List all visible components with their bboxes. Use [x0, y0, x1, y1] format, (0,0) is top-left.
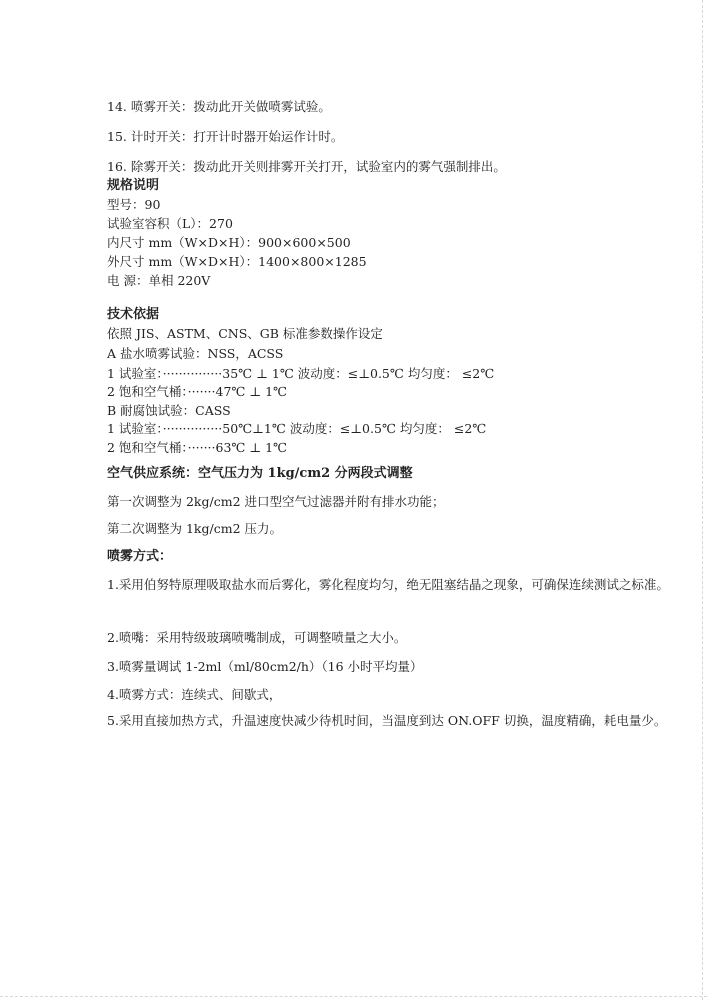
air-supply-heading: 空气供应系统：空气压力为 1kg/cm2 分两段式调整 [107, 466, 413, 481]
spec-inner-size: 内尺寸 mm（W×D×H）：900×600×500 [107, 235, 351, 250]
air-second-adjust: 第二次调整为 1kg/cm2 压力。 [107, 521, 282, 536]
test-b-chamber: 1 试验室：···············50℃⊥1℃ 波动度：≤⊥0.5℃ 均匀度： ≤2℃ [107, 421, 487, 436]
item-14-spray-switch: 14. 喷雾开关：拨动此开关做喷雾试验。 [107, 99, 331, 114]
tech-heading: 技术依据 [107, 307, 160, 322]
spray-item-2: 2.喷嘴：采用特级玻璃喷嘴制成，可调整喷量之大小。 [107, 630, 407, 645]
page-edge-bottom [0, 996, 707, 997]
test-a-title: A 盐水喷雾试验：NSS，ACSS [107, 346, 284, 361]
test-a-chamber: 1 试验室：···············35℃ ⊥ 1℃ 波动度：≤⊥0.5℃ 均匀度： ≤2℃ [107, 366, 495, 381]
item-16-defog-switch: 16. 除雾开关：拨动此开关则排雾开关打开，试验室内的雾气强制排出。 [107, 159, 506, 174]
page-edge-right [702, 0, 703, 1000]
spray-item-1: 1.采用伯努特原理吸取盐水而后雾化，雾化程度均匀，绝无阻塞结晶之现象，可确保连续测试之标准。 [107, 577, 669, 592]
air-first-adjust: 第一次调整为 2kg/cm2 进口型空气过滤器并附有排水功能； [107, 494, 445, 509]
spec-model: 型号：90 [107, 197, 161, 212]
spec-volume: 试验室容积（L）：270 [107, 216, 233, 231]
item-15-timer-switch: 15. 计时开关：打开计时器开始运作计时。 [107, 129, 344, 144]
spec-heading: 规格说明 [107, 178, 160, 193]
spec-outer-size: 外尺寸 mm（W×D×H）：1400×800×1285 [107, 254, 367, 269]
test-b-air-barrel: 2 饱和空气桶：·······63℃ ⊥ 1℃ [107, 440, 288, 455]
spray-item-5: 5.采用直接加热方式，升温速度快减少待机时间，当温度到达 ON.OFF 切换，温度精确，耗电量少。 [107, 713, 667, 728]
test-b-title: B 耐腐蚀试验：CASS [107, 403, 231, 418]
tech-basis: 依照 JIS、ASTM、CNS、GB 标准参数操作设定 [107, 326, 383, 341]
test-a-air-barrel: 2 饱和空气桶：·······47℃ ⊥ 1℃ [107, 384, 288, 399]
spray-item-3: 3.喷雾量调试 1-2ml（ml/80cm2/h）（16 小时平均量） [107, 659, 423, 674]
spray-heading: 喷雾方式： [107, 549, 173, 564]
spray-item-4: 4.喷雾方式：连续式、间歇式， [107, 687, 282, 702]
spec-power: 电 源：单相 220V [107, 273, 211, 288]
